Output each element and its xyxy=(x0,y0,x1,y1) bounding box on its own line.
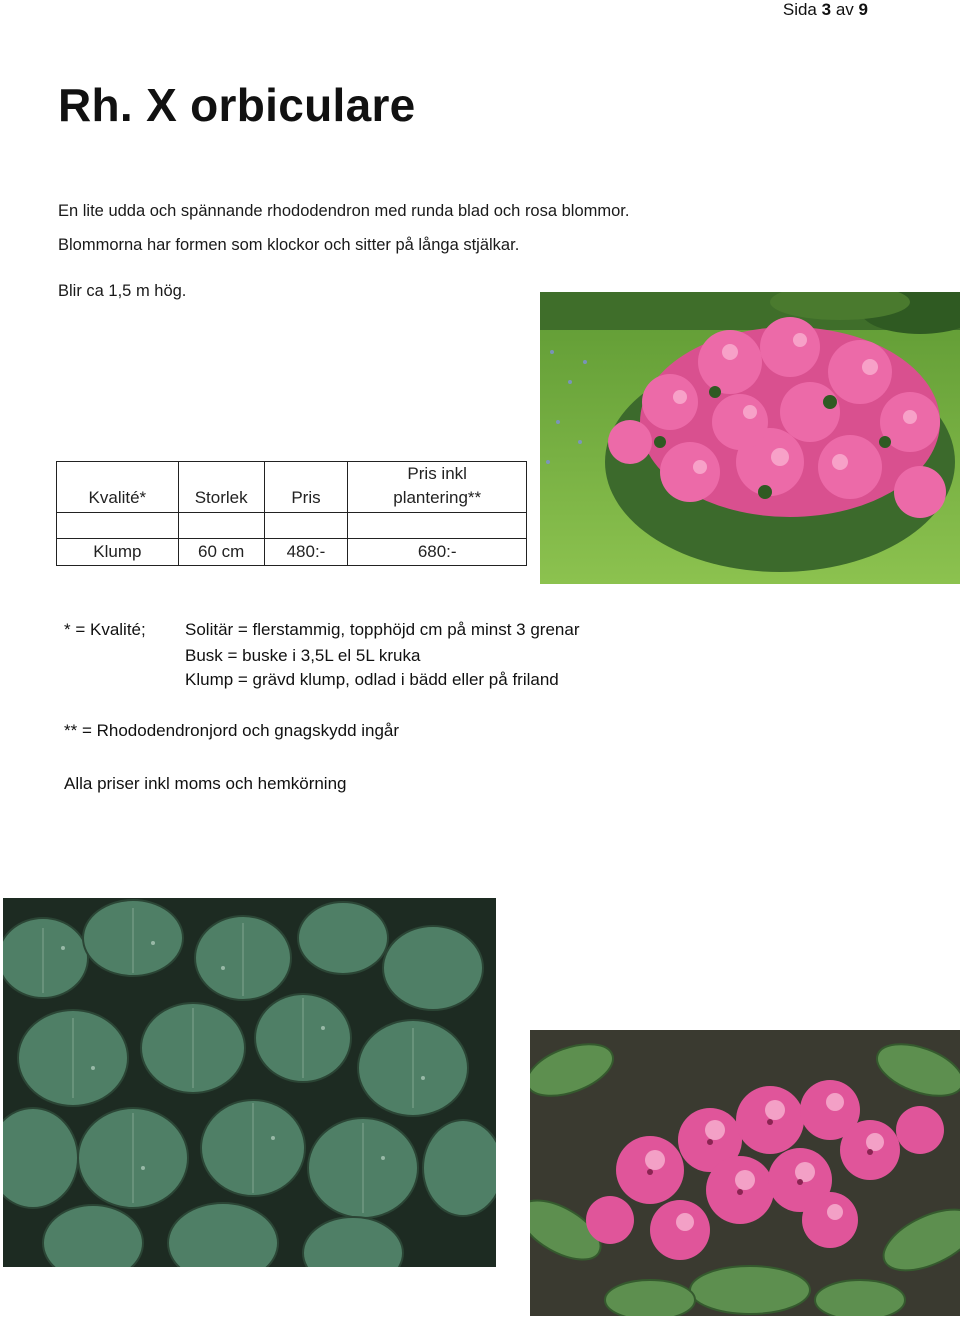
cell-quality: Klump xyxy=(57,539,179,566)
page-current: 3 xyxy=(821,0,832,19)
description-line-1: En lite udda och spännande rhododendron med runda blad och rosa blommor. xyxy=(58,202,630,220)
page-number xyxy=(783,0,868,20)
cell-size: 60 cm xyxy=(178,539,264,566)
cell-price-planting: 680:- xyxy=(348,539,527,566)
header-price-planting-line1: Pris inkl xyxy=(407,464,467,483)
page-separator: av xyxy=(835,0,854,19)
quality-key: * = Kvalité; xyxy=(64,620,146,639)
price-table xyxy=(56,461,527,566)
prices-note: Alla priser inkl moms och hemkörning xyxy=(64,774,347,793)
cell-price: 480:- xyxy=(264,539,348,566)
page-total: 9 xyxy=(858,0,868,19)
header-price-planting xyxy=(348,462,527,513)
description-line-2: Blommorna har formen som klockor och sitter på långa stjälkar. xyxy=(58,236,520,254)
quality-def-solitar: Solitär = flerstammig, topphöjd cm på minst 3 grenar xyxy=(185,620,580,639)
flowers-photo xyxy=(530,1030,960,1316)
page-prefix: Sida xyxy=(782,0,817,19)
quality-def-busk: Busk = buske i 3,5L el 5L kruka xyxy=(185,646,421,665)
header-price-planting-line2: plantering** xyxy=(393,488,482,507)
planting-note: ** = Rhododendronjord och gnagskydd ingår xyxy=(64,721,400,740)
table-row xyxy=(57,539,527,566)
price-table-header xyxy=(57,462,527,513)
price-table-empty-row xyxy=(57,513,527,539)
header-size: Storlek xyxy=(178,462,264,513)
quality-def-klump: Klump = grävd klump, odlad i bädd eller på friland xyxy=(185,670,559,689)
header-price: Pris xyxy=(264,462,348,513)
shrub-photo xyxy=(540,292,960,584)
height-note: Blir ca 1,5 m hög. xyxy=(58,282,187,300)
page-title: Rh. X orbiculare xyxy=(58,79,416,131)
header-quality: Kvalité* xyxy=(57,462,179,513)
leaves-photo xyxy=(3,898,496,1267)
